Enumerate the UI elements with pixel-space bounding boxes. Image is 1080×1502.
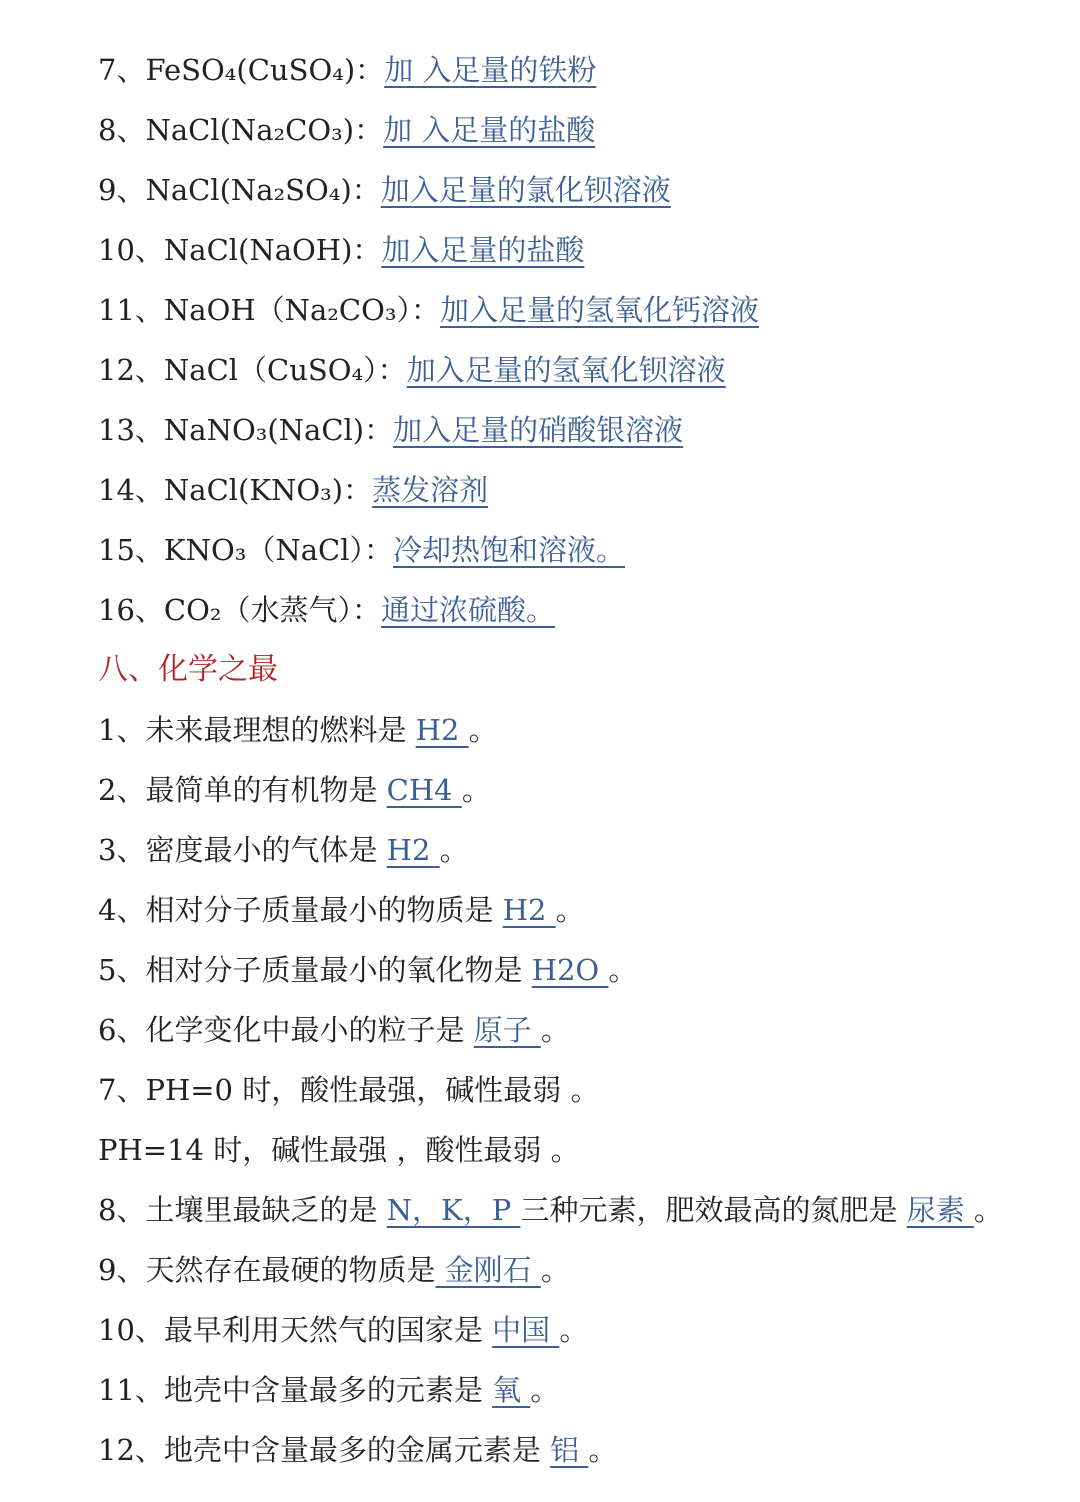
item-number: 7、: [98, 1073, 146, 1107]
item-number: 10、: [98, 1313, 164, 1347]
list-item: [0, 340, 1080, 400]
item-text: 化学变化中最小的粒子是: [145, 1013, 474, 1047]
list-item: [0, 1360, 1080, 1420]
item-end: 。: [540, 1253, 570, 1287]
item-answer: H2: [386, 833, 440, 867]
item-number: 2、: [98, 773, 146, 807]
item-answer-second: 尿素: [906, 1193, 974, 1227]
item-answer: 加 入足量的盐酸: [383, 113, 596, 147]
item-text: 最早利用天然气的国家是: [163, 1313, 493, 1347]
item-answer: 冷却热饱和溶液。: [392, 533, 625, 567]
item-end: 。: [588, 1433, 618, 1467]
item-answer: 加入足量的氢氧化钙溶液: [440, 293, 760, 327]
item-answer: 加入足量的盐酸: [381, 233, 585, 267]
item-formula: NaCl(Na₂SO₄)：: [145, 173, 381, 207]
item-answer: H2: [415, 713, 469, 747]
item-answer: H2O: [531, 953, 609, 987]
item-end: 。: [540, 1013, 570, 1047]
item-answer: H2: [502, 893, 556, 927]
item-formula: NaCl(KNO₃)：: [163, 473, 373, 507]
item-answer: 金刚石: [435, 1253, 541, 1287]
item-answer: 原子: [473, 1013, 541, 1047]
item-end: 。: [439, 833, 469, 867]
list-item: [0, 1240, 1080, 1300]
list-item: [0, 1000, 1080, 1060]
item-number: 8、: [98, 1193, 146, 1227]
list-item: [0, 1060, 1080, 1120]
item-end: 。: [559, 1313, 589, 1347]
list-item: [0, 1120, 1080, 1180]
item-text: PH=14 时，碱性最强 ，酸性最弱: [98, 1133, 551, 1167]
item-number: 15、: [98, 533, 164, 567]
item-answer: 氧: [492, 1373, 531, 1407]
list-item: [0, 100, 1080, 160]
item-formula: NaCl(NaOH)：: [163, 233, 382, 267]
item-end: 。: [973, 1193, 1003, 1227]
item-text-middle: 三种元素，肥效最高的氮肥是: [520, 1193, 907, 1227]
item-number: 5、: [98, 953, 146, 987]
item-end: 。: [530, 1373, 560, 1407]
list-item: [0, 160, 1080, 220]
item-formula: NaNO₃(NaCl)：: [163, 413, 394, 447]
list-item: [0, 700, 1080, 760]
item-text: 地壳中含量最多的金属元素是: [163, 1433, 551, 1467]
item-end: 。: [468, 713, 498, 747]
item-answer: 加入足量的硝酸银溶液: [393, 413, 684, 447]
item-end: 。: [555, 893, 585, 927]
item-number: 3、: [98, 833, 146, 867]
list-item: [0, 220, 1080, 280]
list-item: [0, 820, 1080, 880]
list-item: [0, 520, 1080, 580]
item-text: 土壤里最缺乏的是: [145, 1193, 387, 1227]
item-end: 。: [570, 1073, 600, 1107]
list-item: [0, 760, 1080, 820]
item-formula: CO₂（水蒸气）：: [163, 593, 381, 627]
list-item: [0, 400, 1080, 460]
item-answer: 铝: [550, 1433, 589, 1467]
item-answer: 加 入足量的铁粉: [384, 53, 597, 87]
list-item: [0, 940, 1080, 1000]
item-end: 。: [608, 953, 638, 987]
item-answer: 中国: [492, 1313, 560, 1347]
item-number: 16、: [98, 593, 164, 627]
item-number: 11、: [98, 293, 164, 327]
list-item: [0, 1420, 1080, 1480]
item-text: 未来最理想的燃料是: [145, 713, 416, 747]
item-number: 14、: [98, 473, 164, 507]
item-formula: NaCl（CuSO₄）：: [163, 353, 407, 387]
list-item: [0, 580, 1080, 640]
item-number: 12、: [98, 1433, 164, 1467]
item-end: 。: [461, 773, 491, 807]
item-formula: KNO₃（NaCl）：: [163, 533, 393, 567]
item-text: 天然存在最硬的物质是: [145, 1253, 436, 1287]
item-end: 。: [550, 1133, 580, 1167]
item-number: 7、: [98, 53, 146, 87]
item-number: 9、: [98, 173, 146, 207]
item-text: 地壳中含量最多的元素是: [163, 1373, 493, 1407]
list-item: [0, 460, 1080, 520]
list-item: [0, 280, 1080, 340]
list-item: [0, 1300, 1080, 1360]
item-number: 1、: [98, 713, 146, 747]
item-answer: N，K，P: [386, 1193, 521, 1227]
item-answer: 加入足量的氯化钡溶液: [380, 173, 671, 207]
item-answer: 加入足量的氢氧化钡溶液: [406, 353, 726, 387]
item-number: 4、: [98, 893, 146, 927]
item-number: 6、: [98, 1013, 146, 1047]
item-number: 8、: [98, 113, 146, 147]
section-title: 八、化学之最: [98, 652, 278, 687]
list-item: [0, 40, 1080, 100]
item-text: 最简单的有机物是: [145, 773, 387, 807]
item-formula: NaOH（Na₂CO₃）：: [163, 293, 441, 327]
item-number: 10、: [98, 233, 164, 267]
item-number: 9、: [98, 1253, 146, 1287]
item-number: 12、: [98, 353, 164, 387]
list-item: [0, 1180, 1080, 1240]
item-formula: FeSO₄(CuSO₄)：: [145, 53, 385, 87]
item-text: 相对分子质量最小的物质是: [145, 893, 503, 927]
item-text: 相对分子质量最小的氧化物是: [145, 953, 532, 987]
list-item: [0, 880, 1080, 940]
item-number: 13、: [98, 413, 164, 447]
item-formula: NaCl(Na₂CO₃)：: [145, 113, 384, 147]
item-number: 11、: [98, 1373, 164, 1407]
item-answer: CH4: [386, 773, 462, 807]
item-text: 密度最小的气体是: [145, 833, 387, 867]
item-text: PH=0 时，酸性最强，碱性最弱: [145, 1073, 571, 1107]
item-answer: 通过浓硫酸。: [381, 593, 556, 627]
item-answer: 蒸发溶剂: [372, 473, 489, 507]
